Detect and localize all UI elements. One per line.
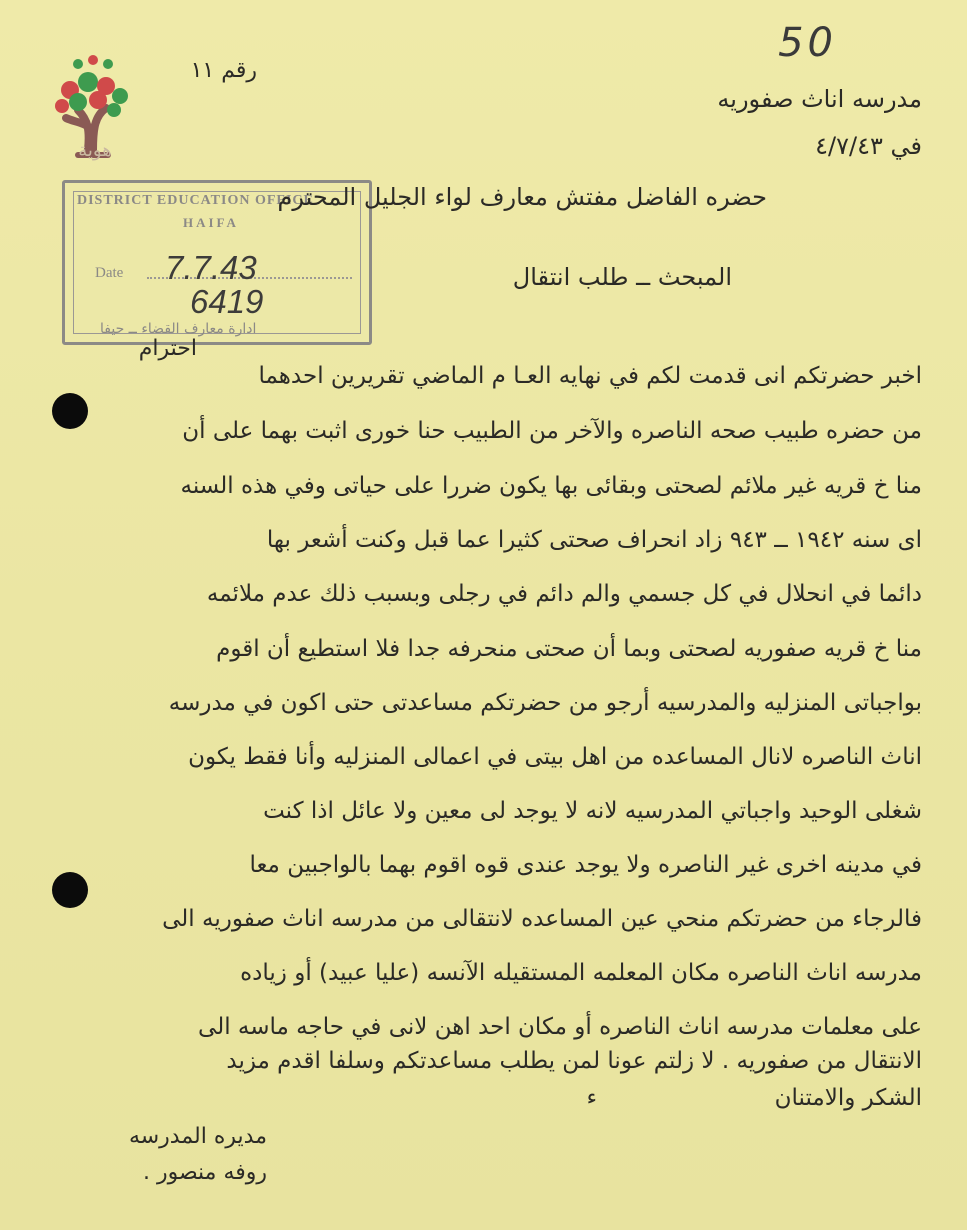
body-line: دائما في انحلال في كل جسمي والم دائم في رجلى وبسبب ذلك عدم ملائمه (206, 581, 922, 607)
salutation: احترام (138, 336, 197, 361)
body-line: اناث الناصره لانال المساعده من اهل بيتى في اعمالى المنزليه وأنا فقط يكون (188, 744, 922, 770)
addressee: حضره الفاضل مفتش معارف لواء الجليل المحترم (277, 183, 767, 211)
body-line: فالرجاء من حضرتكم منحي عين المساعده لانتقالى من مدرسه اناث صفوريه الى (162, 906, 922, 932)
body-line: الانتقال من صفوريه . لا زلتم عونا لمن يطلب مساعدتكم وسلفا اقدم مزيد (226, 1048, 922, 1074)
letter-date: في ٤/٧/٤٣ (815, 132, 922, 160)
punch-hole (52, 393, 88, 429)
body-line: بواجباتى المنزليه والمدرسيه أرجو من حضرتكم مساعدتى حتى اكون في مدرسه (168, 690, 922, 716)
stamp-office-line: DISTRICT EDUCATION OFFICE (77, 193, 314, 208)
body-line: الشكر والامتنان (774, 1085, 922, 1111)
subject-line: المبحث ــ طلب انتقال (512, 263, 732, 291)
body-line: من حضره طبيب صحه الناصره والآخر من الطبيب حنا خورى اثبت بهما على أن (182, 418, 922, 444)
stamp-registration-number: 6419 (190, 283, 264, 320)
folio-number: 50 (778, 20, 837, 66)
stamp-city-line: HAIFA (183, 215, 239, 230)
closing-mark: ء (586, 1085, 597, 1110)
body-line: في مدينه اخرى غير الناصره ولا يوجد عندى قوه اقوم بهما بالواجبين معا (249, 852, 922, 878)
body-line: منا خ قريه صفوريه لصحتى وبما أن صحتى منحرفه جدا فلا استطيع أن اقوم (216, 636, 922, 662)
stamp-date-label: Date (95, 265, 124, 281)
signer-name: روفه منصور . (142, 1160, 267, 1185)
stamp-arabic-line: ادارة معارف القضاء ــ حيفا (100, 321, 257, 337)
body-line: منا خ قريه غير ملائم لصحتى وبقائى بها يكون ضررا على حياتى وفي هذه السنه (180, 473, 922, 499)
body-line: مدرسه اناث الناصره مكان المعلمه المستقيله الآنسه (عليا عبيد) أو زياده (240, 960, 922, 986)
signer-title: مديره المدرسه (128, 1124, 267, 1149)
logo-text: هوية (78, 140, 112, 161)
stamp-date-value: 7.7.43 (165, 249, 257, 286)
body-line: اى سنه ١٩٤٢ ــ ٩٤٣ زاد انحراف صحتى كثيرا عما قبل وكنت أشعر بها (266, 527, 922, 553)
sender-school: مدرسه اناث صفوريه (717, 85, 922, 113)
punch-hole (52, 872, 88, 908)
body-line: على معلمات مدرسه اناث الناصره أو مكان احد اهن لانى في حاجه ماسه الى (198, 1014, 922, 1040)
body-line: اخبر حضرتكم انى قدمت لكم في نهايه العـا م الماضي تقريرين احدهما (258, 363, 922, 389)
body-line: شغلى الوحيد واجباتي المدرسيه لانه لا يوجد لى معين ولا عائل اذا كنت (263, 798, 922, 824)
reference-number: رقم ١١ (190, 58, 257, 83)
